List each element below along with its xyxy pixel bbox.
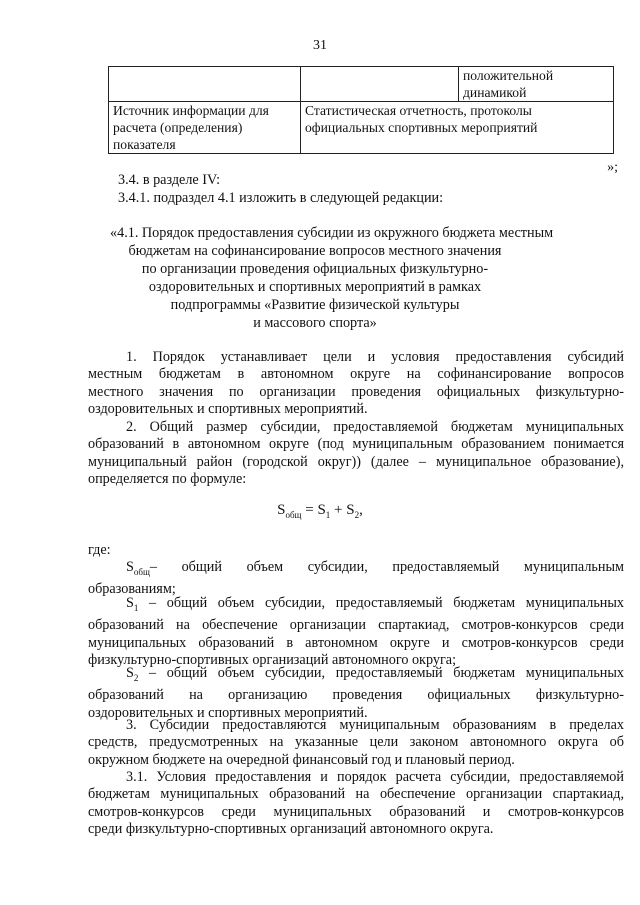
table-cell bbox=[109, 67, 301, 102]
cell-text: официальных спортивных мероприятий bbox=[305, 120, 538, 135]
item-3-4: 3.4. в разделе IV: bbox=[118, 172, 221, 188]
text-line: образованиям; bbox=[88, 581, 176, 598]
symbol-subscript: 1 bbox=[133, 602, 139, 613]
formula-subscript: общ bbox=[285, 510, 302, 520]
cell-text: Статистическая отчетность, протоколы bbox=[305, 103, 532, 118]
definition-s2 bbox=[88, 665, 624, 722]
text-line: $S_1$ – общий объем субсидии, предоставляемый бюджетам муниципальных bbox=[126, 595, 625, 613]
symbol: S bbox=[126, 559, 134, 575]
heading-line: и массового спорта» bbox=[253, 315, 377, 331]
formula-symbol: S bbox=[346, 502, 355, 518]
paragraph-3-cont bbox=[88, 734, 624, 769]
text-line: 3. Субсидии предоставляются муниципальным образованиям в пределах bbox=[126, 717, 624, 733]
page-number: 31 bbox=[313, 38, 327, 53]
table-cell bbox=[301, 67, 459, 102]
cell-text: положительной bbox=[463, 68, 554, 83]
equals-sign: = bbox=[305, 502, 314, 518]
paragraph-2-cont bbox=[88, 436, 624, 489]
plus-sign: + bbox=[334, 502, 343, 518]
indicator-table bbox=[108, 66, 614, 154]
text-line: муниципальных образований в автономном округе и смотров-конкурсов среди bbox=[88, 634, 624, 651]
table-row bbox=[109, 67, 614, 102]
formula bbox=[0, 502, 640, 520]
heading-line: бюджетам на софинансирование вопросов местного значения bbox=[128, 243, 502, 259]
text-line: $S_2$ – общий объем субсидии, предоставляемый бюджетам муниципальных bbox=[126, 665, 625, 683]
definition-total bbox=[88, 559, 624, 599]
text-line: средств, предусмотренных на указанные цели законом автономного округа об bbox=[88, 734, 624, 750]
text-line: среди физкультурно-спортивных организаций автономного округа. bbox=[88, 821, 494, 837]
table-cell bbox=[109, 102, 301, 154]
paragraph-1-cont bbox=[88, 366, 624, 419]
text-line bbox=[88, 559, 624, 581]
table-row bbox=[109, 102, 614, 154]
heading-line: подпрограммы «Развитие физической культуры bbox=[170, 297, 460, 313]
heading-line: «4.1. Порядок предоставления субсидии из окружного бюджета местным bbox=[110, 225, 554, 241]
definition-text: – общий объем субсидии, предоставляемый бюджетам муниципальных bbox=[149, 595, 625, 611]
text-line: местным бюджетам в автономном округе на софинансирование вопросов bbox=[88, 366, 624, 382]
formula-symbol: S bbox=[317, 502, 326, 518]
paragraph-3-1 bbox=[88, 769, 624, 787]
item-3-4-1: 3.4.1. подраздел 4.1 изложить в следующей редакции: bbox=[118, 190, 444, 206]
heading-line: оздоровительных и спортивных мероприятий в рамках bbox=[148, 279, 482, 295]
text-line: местного значения по организации проведения официальных физкультурно- bbox=[88, 383, 624, 400]
table-cell bbox=[459, 67, 614, 102]
heading-line: по организации проведения официальных физкультурно- bbox=[141, 261, 489, 277]
definition-s1 bbox=[88, 595, 624, 670]
definition-text: – общий объем субсидии, предоставляемый бюджетам муниципальных bbox=[149, 665, 625, 681]
paragraph-3-1-cont bbox=[88, 786, 624, 839]
formula-symbol: S bbox=[277, 502, 286, 518]
where-label: где: bbox=[88, 542, 111, 558]
paragraph-2 bbox=[88, 419, 624, 437]
symbol-subscript: общ bbox=[133, 566, 150, 577]
text-line: оздоровительных и спортивных мероприятий. bbox=[88, 401, 368, 417]
text-line: 1. Порядок устанавливает цели и условия предоставления субсидий bbox=[126, 349, 624, 365]
text-line: определяется по формуле: bbox=[88, 471, 247, 487]
text-line: 2. Общий размер субсидии, предоставляемой бюджетам муниципальных bbox=[126, 419, 624, 435]
text-line: 3.1. Условия предоставления и порядок расчета субсидии, предоставляемой bbox=[126, 769, 624, 785]
text-line: окружном бюджете на очередной финансовый год и плановый период. bbox=[88, 751, 515, 768]
cell-text: показателя bbox=[113, 137, 176, 152]
text-line: образований на организацию проведения официальных физкультурно- bbox=[88, 687, 624, 704]
cell-text: Источник информации для bbox=[113, 103, 269, 118]
text-line: оздоровительных и спортивных мероприятий. bbox=[88, 704, 368, 721]
table-cell bbox=[301, 102, 614, 154]
formula-subscript: 2 bbox=[354, 510, 360, 520]
text-line: смотров-конкурсов среди муниципальных образований и смотров-конкурсов bbox=[88, 803, 624, 820]
paragraph-3 bbox=[88, 717, 624, 735]
formula-subscript: 1 bbox=[325, 510, 331, 520]
section-heading bbox=[110, 224, 554, 332]
cell-text: расчета (определения) bbox=[113, 120, 243, 135]
text-line: образований на обеспечение организации спартакиад, смотров-конкурсов среди bbox=[88, 617, 624, 634]
text-line: бюджетам муниципальных образований на обеспечение организации спартакиад, bbox=[88, 786, 624, 802]
definition-text: – общий объем субсидии, предоставляемый муниципальным bbox=[149, 559, 624, 575]
text-line: физкультурно-спортивных организаций автономного округа; bbox=[88, 652, 457, 669]
symbol-subscript: 2 bbox=[133, 672, 139, 683]
cell-text: динамикой bbox=[463, 85, 527, 100]
paragraph-1 bbox=[88, 349, 624, 367]
quote-end: »; bbox=[607, 160, 618, 175]
text-line: муниципальный район (городской округ)) (далее – муниципальное образование), bbox=[88, 453, 624, 470]
formula-end: , bbox=[359, 502, 363, 518]
text-line: образований в автономном округе (под муниципальным образованием понимается bbox=[88, 436, 624, 452]
